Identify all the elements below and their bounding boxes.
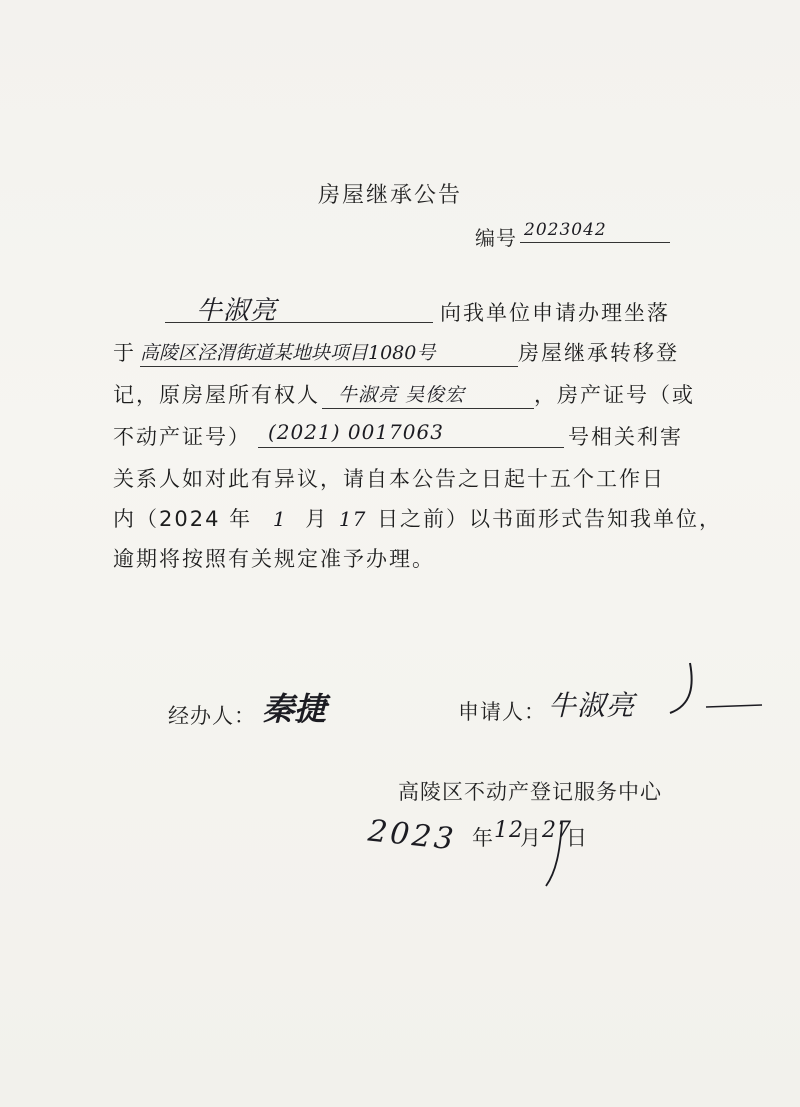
body-line-1	[440, 292, 670, 334]
day-char: 日	[566, 826, 588, 850]
location-handwritten: 高陵区泾渭街道某地块项目1080号	[140, 342, 436, 364]
year-handwritten: 2023	[366, 813, 458, 858]
applicant-name-underline	[165, 322, 433, 323]
certificate-no-handwritten: (2021) 0017063	[268, 420, 444, 444]
deadline-day-handwritten: 17	[338, 507, 367, 531]
body-text-4-suffix: 号相关利害	[568, 425, 683, 449]
location-underline	[140, 366, 518, 367]
body-line-6	[113, 498, 722, 540]
body-line-2	[113, 332, 136, 374]
body-line-2b	[518, 332, 679, 374]
body-line-4	[113, 416, 251, 458]
body-text-3-suffix: ，房产证号（或	[534, 383, 695, 407]
organization-name: 高陵区不动产登记服务中心	[398, 780, 662, 804]
body-text-7: 逾期将按照有关规定准予办理。	[113, 547, 435, 571]
month-handwritten: 12	[494, 818, 524, 843]
body-text-2-suffix: 房屋继承转移登	[518, 341, 679, 365]
body-line-7	[113, 538, 435, 580]
certificate-underline	[258, 447, 564, 448]
month-char: 月	[520, 826, 542, 850]
body-text-5: 关系人如对此有异议，请自本公告之日起十五个工作日	[113, 467, 665, 491]
applicant-signature: 牛淑亮	[548, 689, 636, 722]
body-text-6a: 内（2024 年	[113, 507, 253, 531]
applicant-name-handwritten: 牛淑亮	[196, 296, 278, 326]
body-text-2-prefix: 于	[113, 341, 136, 365]
year-char: 年	[472, 826, 494, 850]
original-owners-handwritten: 牛淑亮 吴俊宏	[338, 384, 466, 406]
body-line-4b	[568, 416, 683, 458]
owners-underline	[322, 408, 534, 409]
number-underline	[520, 242, 670, 243]
body-line-3	[113, 374, 320, 416]
body-text-3-prefix: 记，原房屋所有权人	[113, 383, 320, 407]
applicant-label: 申请人：	[458, 700, 546, 724]
body-text-4-prefix: 不动产证号）	[113, 425, 251, 449]
handler-signature: 秦捷	[262, 690, 327, 728]
body-line-3b	[534, 374, 695, 416]
handler-label: 经办人：	[168, 704, 256, 728]
body-text-6c: 日之前）以书面形式告知我单位，	[377, 507, 723, 531]
body-line-5	[113, 458, 665, 500]
body-text-6b: 月	[305, 507, 329, 531]
body-text-1: 向我单位申请办理坐落	[440, 301, 670, 325]
day-handwritten: 27	[542, 818, 572, 843]
signature-flourish	[640, 655, 770, 725]
deadline-month-handwritten: 1	[272, 507, 287, 531]
number-value: 2023042	[524, 220, 607, 240]
number-label: 编号	[475, 226, 517, 250]
date-stroke	[540, 812, 580, 892]
document-title: 房屋继承公告	[318, 183, 463, 208]
